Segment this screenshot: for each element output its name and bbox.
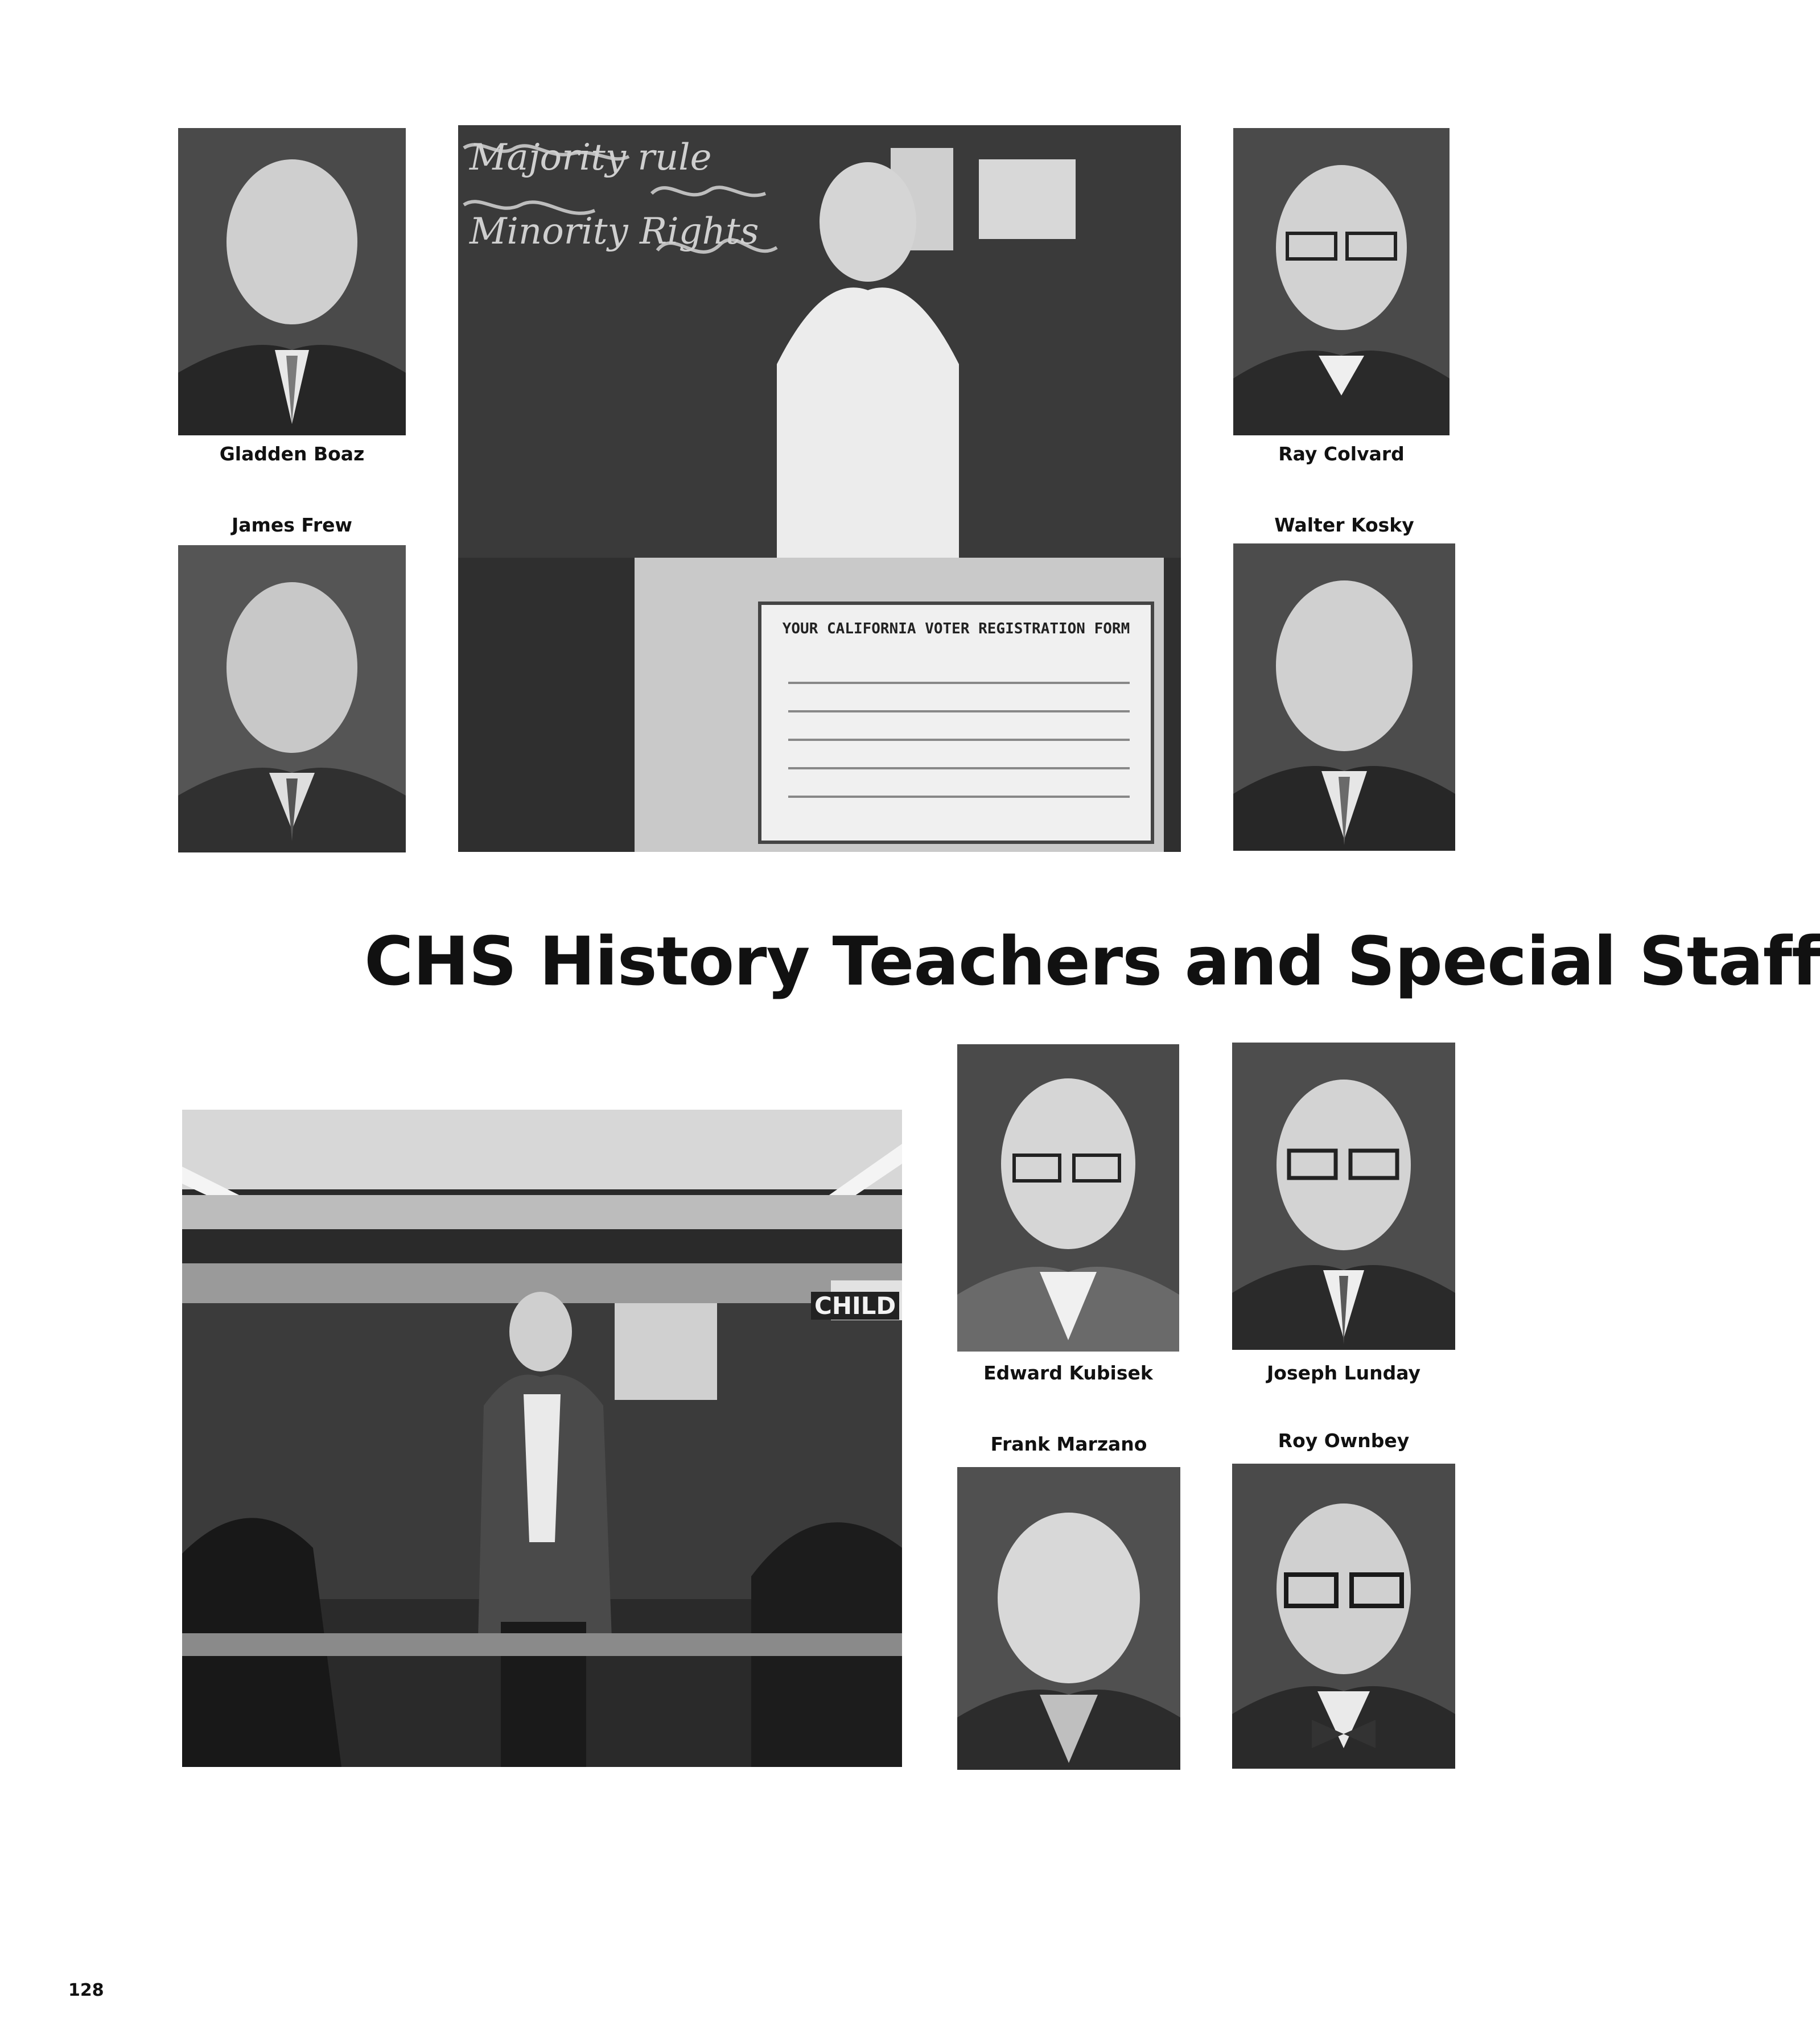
classroom-photo-history-lecture	[182, 1110, 902, 1767]
voter-registration-poster-title: YOUR CALIFORNIA VOTER REGISTRATION FORM	[782, 620, 1130, 637]
classroom-sign-child: CHILD	[811, 1292, 899, 1320]
caption-walter-kosky: Walter Kosky	[1274, 514, 1414, 536]
portrait-photo-frank-marzano	[957, 1467, 1180, 1770]
caption-james-frew: James Frew	[231, 514, 353, 536]
chalkboard-text-minority: Minority Rights	[470, 211, 759, 253]
caption-ray-colvard: Ray Colvard	[1278, 443, 1405, 465]
portrait-photo-joseph-lunday	[1232, 1043, 1455, 1350]
portrait-photo-walter-kosky	[1233, 543, 1455, 851]
caption-roy-ownbey: Roy Ownbey	[1278, 1430, 1410, 1452]
page-headline: CHS History Teachers and Special Staff	[364, 922, 1820, 1000]
caption-edward-kubisek: Edward Kubisek	[983, 1362, 1153, 1384]
portrait-photo-gladden-boaz	[178, 128, 406, 435]
caption-gladden-boaz: Gladden Boaz	[219, 443, 365, 465]
caption-frank-marzano: Frank Marzano	[990, 1433, 1147, 1455]
portrait-photo-roy-ownbey	[1232, 1464, 1455, 1769]
portrait-photo-ray-colvard	[1233, 128, 1450, 435]
classroom-photo-voter-registration	[458, 125, 1181, 852]
caption-joseph-lunday: Joseph Lunday	[1267, 1362, 1420, 1384]
portrait-photo-james-frew	[178, 545, 406, 852]
portrait-photo-edward-kubisek	[957, 1044, 1179, 1352]
chalkboard-text-majority: Majority rule	[470, 137, 712, 179]
page-number: 128	[68, 1980, 104, 2000]
